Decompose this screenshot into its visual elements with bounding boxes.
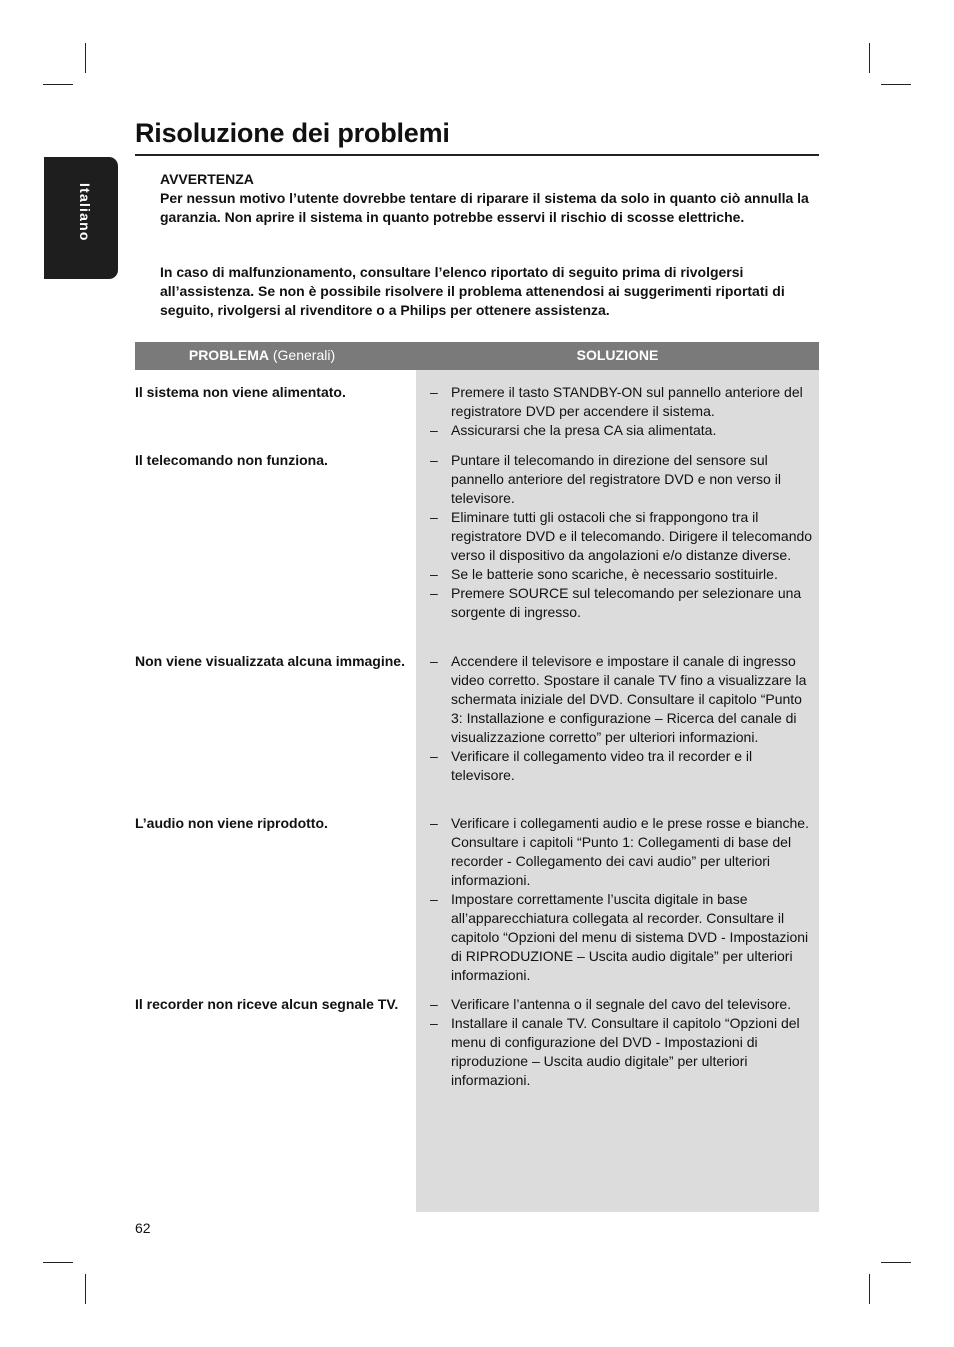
language-tab-label: Italiano [77,183,93,242]
crop-mark [43,1262,73,1263]
problem-cell: Il sistema non viene alimentato. [135,384,346,400]
solution-item: – Verificare i collegamenti audio e le prese rosse e bianche. Consultare i capitoli “Punto 1: Collegamenti di base del recorder - Collegamento dei cavi audio” per ulteriori informazioni. [430,814,814,890]
solution-item: – Premere il tasto STANDBY-ON sul pannello anteriore del registratore DVD per accendere il sistema. [430,383,814,421]
solution-item: – Verificare l’antenna o il segnale del cavo del televisore. [430,995,814,1014]
solution-list [430,652,814,785]
header-solution: SOLUZIONE [576,347,659,363]
solution-item: – Puntare il telecomando in direzione del sensore sul pannello anteriore del registratore DVD e non verso il televisore. [430,451,814,508]
solution-item: – Se le batterie sono scariche, è necessario sostituirle. [430,565,814,584]
crop-mark [43,84,73,85]
table-header [135,342,819,370]
header-problem [135,342,389,369]
warning-heading: AVVERTENZA [160,171,254,187]
solution-item: – Premere SOURCE sul telecomando per selezionare una sorgente di ingresso. [430,584,814,622]
solution-list [430,995,814,1090]
solution-item: – Installare il canale TV. Consultare il capitolo “Opzioni del menu di configurazione del DVD - Impostazioni di riproduzione – Uscita audio digitale” per ulteriori informazioni. [430,1014,814,1090]
crop-mark [869,1274,870,1304]
advice-text: In caso di malfunzionamento, consultare l’elenco riportato di seguito prima di rivolgersi all’assistenza. Se non è possibile risolvere il problema attenendosi ai suggerimenti riportati di seguito, rivolgersi al rivenditore o a Philips per ottenere assistenza. [160,264,785,318]
problem-cell: Il telecomando non funziona. [135,452,328,468]
crop-mark [881,84,911,85]
page-number: 62 [135,1220,151,1236]
problem-cell: L’audio non viene riprodotto. [135,815,328,831]
solution-item: – Assicurarsi che la presa CA sia alimentata. [430,421,814,440]
crop-mark [85,1274,86,1304]
solution-list [430,383,814,440]
language-tab [44,157,118,279]
crop-mark [881,1262,911,1263]
solution-item: – Impostare correttamente l’uscita digitale in base all’apparecchiatura collegata al recorder. Consultare il capitolo “Opzioni del menu di sistema DVD - Impostazioni di RIPRODUZIONE – Uscita audio digitale” per ulteriori informazioni. [430,890,814,985]
problem-cell: Non viene visualizzata alcuna immagine. [135,653,405,669]
crop-mark [85,43,86,73]
solution-item: – Eliminare tutti gli ostacoli che si frappongono tra il registratore DVD e il telecomando. Dirigere il telecomando verso il dispositivo da angolazioni e/o distanze diverse. [430,508,814,565]
crop-mark [869,43,870,73]
page-title: Risoluzione dei problemi [135,118,450,148]
header-problem-label: PROBLEMA [188,347,269,363]
solution-item: – Accendere il televisore e impostare il canale di ingresso video corretto. Spostare il canale TV fino a visualizzare la schermata iniziale del DVD. Consultare il capitolo “Punto 3: Installazione e configurazione – Ricerca del canale di visualizzazione corretto” per ulteriori informazioni. [430,652,814,747]
solution-list [430,451,814,622]
title-divider [135,154,819,156]
solution-list [430,814,814,985]
problem-cell: Il recorder non riceve alcun segnale TV. [135,996,399,1012]
warning-text: Per nessun motivo l’utente dovrebbe tentare di riparare il sistema da solo in quanto ciò annulla la garanzia. Non aprire il sistema in quanto potrebbe esservi il rischio di scosse elettriche. [160,190,809,225]
header-problem-sub: (Generali) [272,347,336,363]
solution-item: – Verificare il collegamento video tra il recorder e il televisore. [430,747,814,785]
